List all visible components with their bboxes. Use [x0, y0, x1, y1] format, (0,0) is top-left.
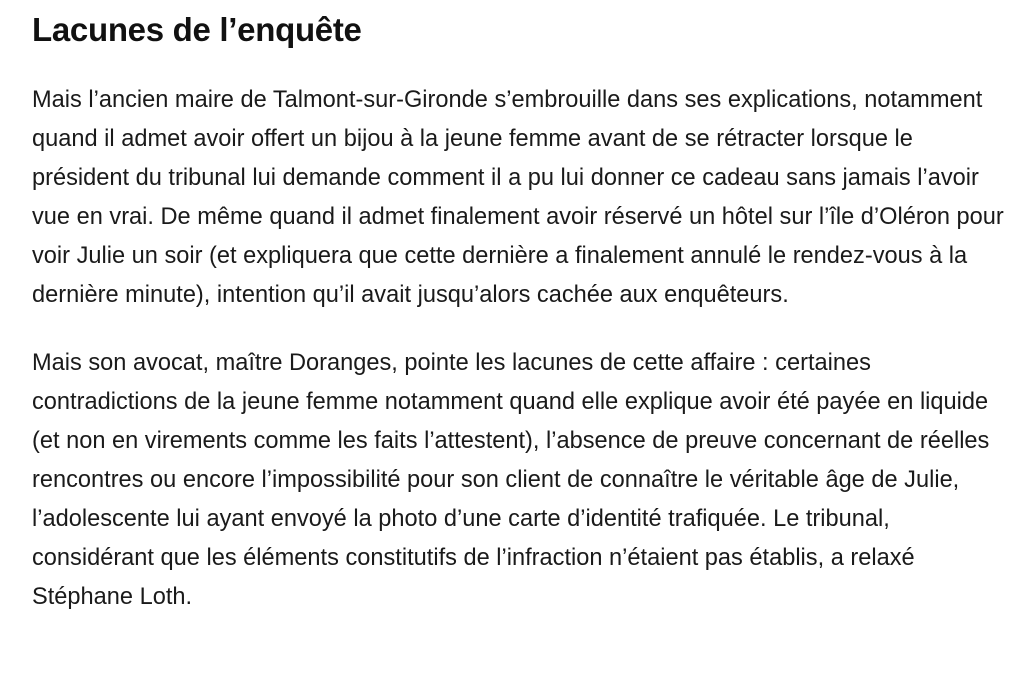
paragraph-mayor-explanations: Mais l’ancien maire de Talmont-sur-Gironde s’embrouille dans ses explications, notamment quand il admet avoir offert un bijou à la jeune femme avant de se rétracter lorsque le président du tribunal lui demande comment il a pu lui donner ce cadeau sans jamais l’avoir vue en vrai. De même quand il admet finalement avoir réservé un hôtel sur l’île d’Oléron pour voir Julie un soir (et expliquera que cette dernière a finalement annulé le rendez-vous à la dernière minute), intention qu’il avait jusqu’alors cachée aux enquêteurs. — [32, 87, 1004, 308]
article-body — [32, 8, 1007, 617]
section-heading: Lacunes de l’enquête — [32, 11, 362, 48]
paragraph-lawyer-defense: Mais son avocat, maître Doranges, pointe les lacunes de cette affaire : certaines contradictions de la jeune femme notamment quand elle explique avoir été payée en liquide (et non en virements comme les faits l’attestent), l’absence de preuve concernant de réelles rencontres ou encore l’impossibilité pour son client de connaître le véritable âge de Julie, l’adolescente lui ayant envoyé la photo d’une carte d’identité trafiquée. Le tribunal, considérant que les éléments constitutifs de l’infraction n’étaient pas établis, a relaxé Stéphane Loth. — [32, 350, 990, 610]
